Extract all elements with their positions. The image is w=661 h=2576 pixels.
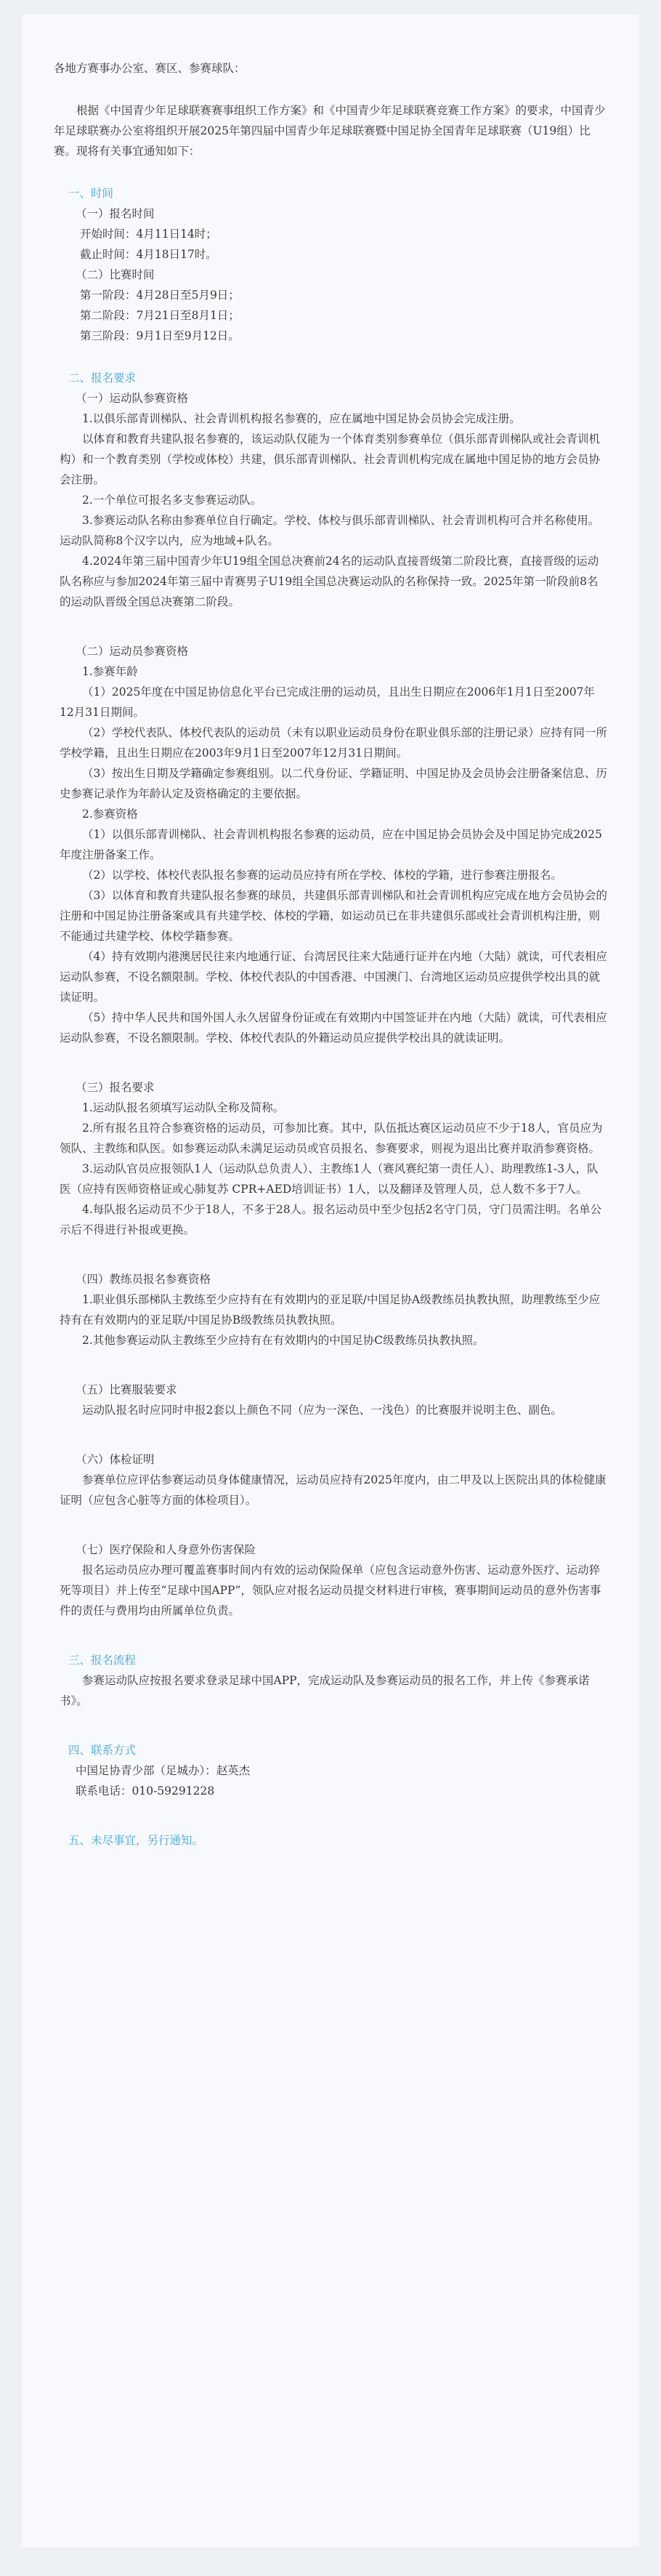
section-4-heading: 四、联系方式 <box>68 1744 137 1757</box>
s2-d1: 1.职业俱乐部梯队主教练至少应持有在有效期内的亚足联/中国足协A级教练员执教执照，助理教练至少应持有在有效期内的亚足联/中国足协B级教练员执教执照。 <box>60 1293 601 1327</box>
s2-b-1: 1.参赛年龄 <box>82 665 138 678</box>
s2-f1: 参赛单位应评估参赛运动员身体健康情况，运动员应持有2025年度内，由二甲及以上医院出具的体检健康证明（应包含心脏等方面的体检项目）。 <box>60 1473 607 1507</box>
s2-a2: 2.一个单位可报名多支参赛运动队。 <box>82 494 262 507</box>
s2-b-2-1: （1）以俱乐部青训梯队、社会青训机构报名参赛的运动员，应在中国足协会员协会及中国足协完成2025年度注册备案工作。 <box>60 828 602 861</box>
s2-a1: 1.以俱乐部青训梯队、社会青训机构报名参赛的，应在属地中国足协会员协会完成注册。 <box>82 412 521 425</box>
s2-sub-d: （四）教练员报名参赛资格 <box>76 1273 211 1286</box>
s2-a3: 3.参赛运动队名称由参赛单位自行确定。学校、体校与俱乐部青训梯队、社会青训机构可合并名称使用。运动队简称8个汉字以内，应为地域+队名。 <box>60 514 600 547</box>
s2-c2: 2.所有报名且符合参赛资格的运动员，可参加比赛。其中，队伍抵达赛区运动员应不少于18人，官员应为领队、主教练和队医。如参赛运动队未满足运动员或官员报名、参赛要求，则视为退出比赛并取消参赛资格。 <box>60 1122 603 1155</box>
s3-paragraph: 参赛运动队应按报名要求登录足球中国APP，完成运动队及参赛运动员的报名工作，并上传《参赛承诺书》。 <box>60 1674 590 1707</box>
s1-a1: 开始时间：4月11日14时； <box>80 228 217 241</box>
s2-g1: 报名运动员应办理可覆盖赛事时间内有效的运动保险保单（应包含运动意外伤害、运动意外医疗、运动猝死等项目）并上传至“足球中国APP”，领队应对报名运动员提交材料进行审核，赛事期间运动员的意外伤害事件的责任与费用均由所属单位负责。 <box>60 1563 601 1617</box>
s2-b-2: 2.参赛资格 <box>82 808 138 821</box>
s1-a2: 截止时间：4月18日17时。 <box>80 248 217 261</box>
section-3-heading: 三、报名流程 <box>68 1654 137 1667</box>
s2-sub-e: （五）比赛服装要求 <box>76 1383 177 1396</box>
s1-b1: 第一阶段：4月28日至5月9日； <box>80 289 240 302</box>
s2-b-1-3: （3）按出生日期及学籍确定参赛组别。以二代身份证、学籍证明、中国足协及会员协会注册备案信息、历史参赛记录作为年龄认定及资格确定的主要依据。 <box>60 767 607 800</box>
s2-sub-c: （三）报名要求 <box>76 1081 155 1094</box>
s2-b-2-3: （3）以体育和教育共建队报名参赛的球员，共建俱乐部青训梯队和社会青训机构应完成在地方会员协会的注册和中国足协注册备案或具有共建学校、体校的学籍，如运动员已在非共建俱乐部或社会青训机构注册，则不能通过共建学校、体校学籍参赛。 <box>60 889 607 943</box>
s2-b-2-4: （4）持有效期内港澳居民往来内地通行证、台湾居民往来大陆通行证并在内地（大陆）就读，可代表相应运动队参赛，不设名额限制。学校、体校代表队的中国香港、中国澳门、台湾地区运动员应提供学校出具的就读证明。 <box>60 950 607 1004</box>
s2-b-1-1: （1）2025年度在中国足协信息化平台已完成注册的运动员，且出生日期应在2006年1月1日至2007年12月31日期间。 <box>60 685 595 719</box>
s1-sub-a: （一）报名时间 <box>76 207 155 220</box>
contact-department: 中国足协青少部（足城办）：赵英杰 <box>76 1764 251 1777</box>
s2-a1b: 以体育和教育共建队报名参赛的，该运动队仅能为一个体育类别参赛单位（俱乐部青训梯队或社会青训机构）和一个教育类别（学校或体校）共建，俱乐部青训梯队、社会青训机构完成在属地中国足协的地方会员协会注册。 <box>60 432 601 486</box>
s1-sub-b: （二）比赛时间 <box>76 268 155 281</box>
s2-b-2-2: （2）以学校、体校代表队报名参赛的运动员应持有所在学校、体校的学籍，进行参赛注册报名。 <box>82 869 562 882</box>
s2-a4: 4.2024年第三届中国青少年U19组全国总决赛前24名的运动队直接晋级第二阶段比赛，直接晋级的运动队名称应与参加2024年第三届中青赛男子U19组全国总决赛运动队的名称保持一致。2025年第一阶段前8名的运动队晋级全国总决赛第二阶段。 <box>60 555 599 608</box>
contact-phone: 联系电话：010-59291228 <box>76 1784 215 1798</box>
s2-d2: 2.其他参赛运动队主教练至少应持有在有效期内的中国足协C级教练员执教执照。 <box>82 1334 484 1347</box>
notice-document <box>22 15 639 2547</box>
s2-b-1-2: （2）学校代表队、体校代表队的运动员（未有以职业运动员身份在职业俱乐部的注册记录）应持有同一所学校学籍，且出生日期应在2003年9月1日至2007年12月31日期间。 <box>60 726 607 760</box>
section-2-heading: 二、报名要求 <box>68 371 137 385</box>
section-5-heading: 五、未尽事宜，另行通知。 <box>68 1834 204 1847</box>
s2-c4: 4.每队报名运动员不少于18人，不多于28人。报名运动员中至少包括2名守门员，守门员需注明。名单公示后不得进行补报或更换。 <box>60 1203 602 1236</box>
s2-b-2-5: （5）持中华人民共和国外国人永久居留身份证或在有效期内中国签证并在内地（大陆）就读，可代表相应运动队参赛，不设名额限制。学校、体校代表队的外籍运动员应提供学校出具的就读证明。 <box>60 1011 607 1045</box>
s2-c1: 1.运动队报名须填写运动队全称及简称。 <box>82 1101 285 1114</box>
s2-sub-g: （七）医疗保险和人身意外伤害保险 <box>76 1543 256 1556</box>
s2-sub-f: （六）体检证明 <box>76 1453 155 1466</box>
s2-c3: 3.运动队官员应报领队1人（运动队总负责人）、主教练1人（赛风赛纪第一责任人）、助理教练1-3人，队医（应持有医师资格证或心肺复苏 CPR+AED培训证书）1人，以及翻译及管理人员，总人数不多于7人。 <box>60 1162 599 1196</box>
s1-b3: 第三阶段：9月1日至9月12日。 <box>80 329 240 342</box>
s2-e1: 运动队报名时应同时申报2套以上颜色不同（应为一深色、一浅色）的比赛服并说明主色、副色。 <box>82 1404 562 1417</box>
intro-paragraph: 根据《中国青少年足球联赛赛事组织工作方案》和《中国青少年足球联赛竞赛工作方案》的要求，中国青少年足球联赛办公室将组织开展2025年第四届中国青少年足球联赛暨中国足协全国青年足球联赛（U19组）比赛。现将有关事宜通知如下： <box>54 104 606 158</box>
salutation: 各地方赛事办公室、赛区、参赛球队： <box>54 62 246 75</box>
section-1-heading: 一、时间 <box>68 187 114 200</box>
s1-b2: 第二阶段：7月21日至8月1日； <box>80 309 240 322</box>
s2-sub-b: （二）运动员参赛资格 <box>76 645 189 658</box>
s2-sub-a: （一）运动队参赛资格 <box>76 392 189 405</box>
